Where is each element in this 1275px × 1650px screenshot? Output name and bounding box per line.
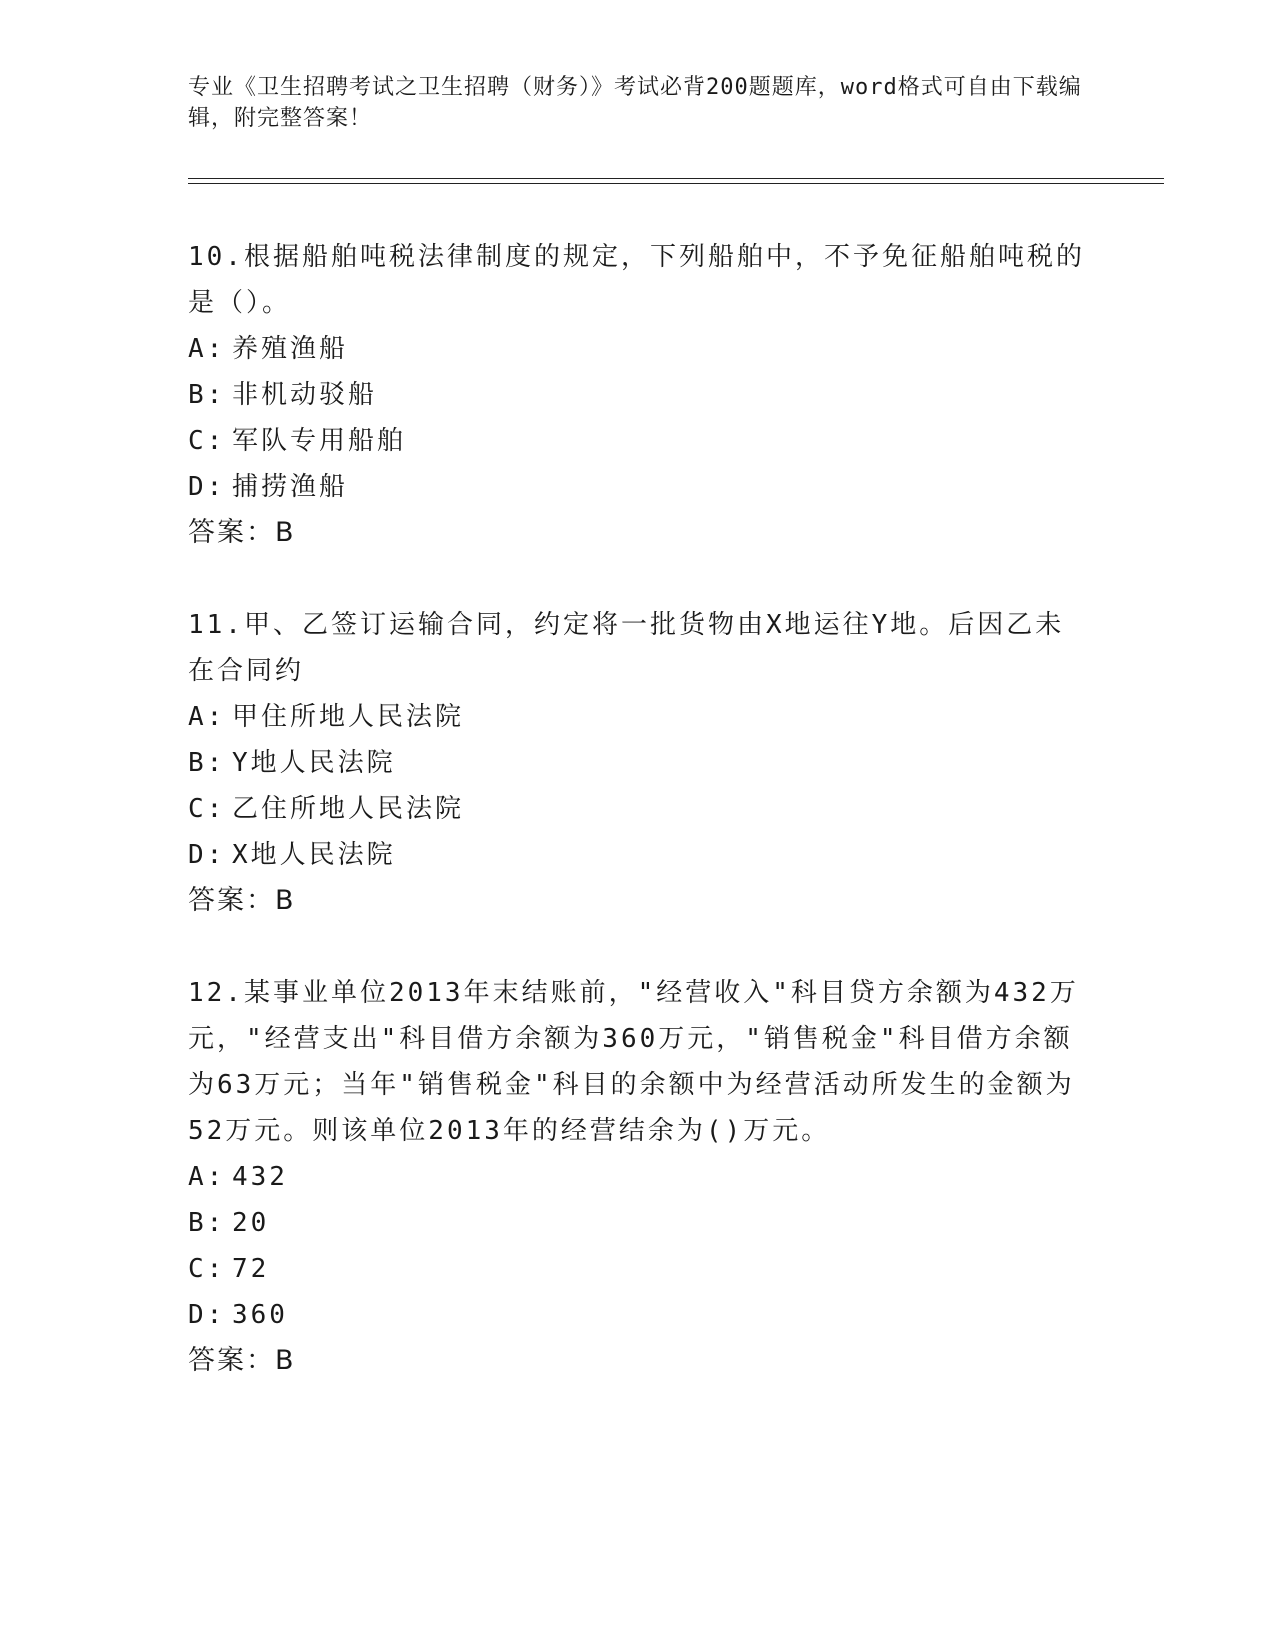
option-key: B: <box>188 1208 226 1238</box>
question-stem: 11.甲、乙签订运输合同，约定将一批货物由X地运往Y地。后因乙未在合同约 <box>188 610 1065 686</box>
option-key: C: <box>188 794 226 824</box>
option-c <box>188 786 1088 832</box>
option-text: 甲住所地人民法院 <box>232 702 465 732</box>
option-key: C: <box>188 426 226 456</box>
option-b <box>188 740 1088 786</box>
option-text: 军队专用船舶 <box>232 426 407 456</box>
option-text: 20 <box>232 1208 270 1238</box>
option-c <box>188 1246 1088 1292</box>
option-text: 乙住所地人民法院 <box>232 794 465 824</box>
option-c <box>188 418 1088 464</box>
answer-line: 答案：B <box>188 885 296 916</box>
header-divider-top <box>188 178 1164 179</box>
option-text: 432 <box>232 1162 288 1192</box>
question-block <box>188 970 1088 1384</box>
option-b <box>188 1200 1088 1246</box>
option-key: B: <box>188 748 226 778</box>
option-key: A: <box>188 1162 226 1192</box>
option-a <box>188 1154 1088 1200</box>
answer-line: 答案：B <box>188 1345 296 1376</box>
option-a <box>188 326 1088 372</box>
option-text: 捕捞渔船 <box>232 472 349 502</box>
option-text: 72 <box>232 1254 270 1284</box>
option-key: A: <box>188 702 226 732</box>
document-header: 专业《卫生招聘考试之卫生招聘（财务）》考试必背200题题库，word格式可自由下载编辑，附完整答案！ <box>188 75 1082 131</box>
option-d <box>188 832 1088 878</box>
option-key: A: <box>188 334 226 364</box>
option-text: 360 <box>232 1300 288 1330</box>
question-stem: 10.根据船舶吨税法律制度的规定，下列船舶中，不予免征船舶吨税的是（）。 <box>188 242 1085 318</box>
header-divider-bottom <box>188 183 1164 184</box>
option-text: X地人民法院 <box>232 840 396 870</box>
option-key: D: <box>188 840 226 870</box>
question-block <box>188 602 1088 924</box>
option-d <box>188 464 1088 510</box>
answer-line: 答案：B <box>188 517 296 548</box>
option-d <box>188 1292 1088 1338</box>
option-text: 非机动驳船 <box>232 380 378 410</box>
option-b <box>188 372 1088 418</box>
option-text: Y地人民法院 <box>232 748 396 778</box>
option-text: 养殖渔船 <box>232 334 349 364</box>
question-stem: 12.某事业单位2013年末结账前，"经营收入"科目贷方余额为432万元，"经营支出"科目借方余额为360万元，"销售税金"科目借方余额为63万元；当年"销售税金"科目的余额中为经营活动所发生的金额为52万元。则该单位2013年的经营结余为()万元。 <box>188 978 1079 1146</box>
option-key: B: <box>188 380 226 410</box>
question-block <box>188 234 1088 556</box>
option-a <box>188 694 1088 740</box>
option-key: D: <box>188 472 226 502</box>
option-key: C: <box>188 1254 226 1284</box>
option-key: D: <box>188 1300 226 1330</box>
